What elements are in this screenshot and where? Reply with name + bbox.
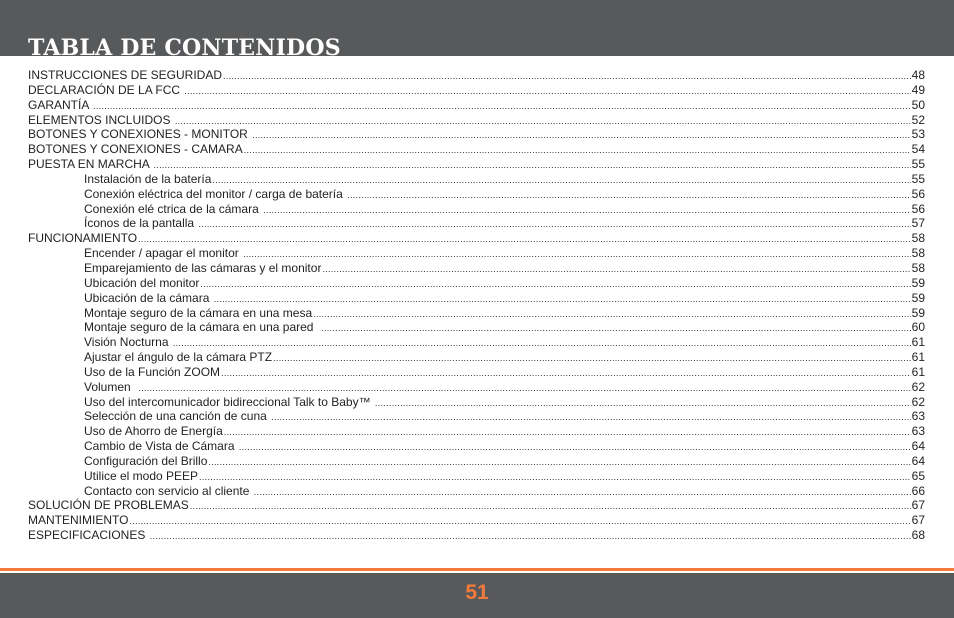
toc-subentry[interactable]: [28, 335, 925, 350]
toc-subentry[interactable]: [28, 320, 925, 335]
toc-entry-page: 53: [911, 127, 925, 142]
toc-entry-label: Íconos de la pantalla: [84, 216, 198, 231]
toc-entry-label: Uso de Ahorro de Energía: [84, 424, 223, 439]
toc-entry-label: Ubicación del monitor: [84, 275, 200, 290]
toc-entry-page: 59: [911, 290, 925, 305]
dot-leader: [93, 99, 911, 114]
toc-entry-page: 67: [911, 513, 925, 528]
toc-entry[interactable]: [28, 157, 925, 172]
dot-leader: [244, 143, 911, 158]
toc-entry-label: ELEMENTOS INCLUIDOS: [28, 112, 174, 127]
dot-leader: [223, 69, 911, 84]
toc-entry-label: Contacto con servicio al cliente: [84, 483, 253, 498]
toc-entry-page: 57: [911, 216, 925, 231]
dot-leader: [190, 499, 911, 514]
toc-entry[interactable]: [28, 513, 925, 528]
dot-leader: [150, 529, 911, 544]
toc-entry-page: 58: [911, 260, 925, 275]
dot-leader: [273, 351, 911, 366]
toc-entry-label: Instalación de la batería: [84, 171, 212, 186]
dot-leader: [239, 440, 911, 455]
toc-subentry[interactable]: [28, 454, 925, 469]
toc-entry-page: 61: [911, 364, 925, 379]
toc-entry-label: Cambio de Vista de Cámara: [84, 439, 238, 454]
toc-entry-page: 62: [911, 394, 925, 409]
dot-leader: [375, 396, 911, 411]
footer-accent-line: [0, 568, 954, 571]
dot-leader: [200, 277, 910, 292]
page-title: TABLA DE CONTENIDOS: [28, 35, 341, 61]
toc-entry-label: DECLARACIÓN DE LA FCC: [28, 82, 184, 97]
toc-subentry[interactable]: [28, 409, 925, 424]
toc-subentry[interactable]: [28, 484, 925, 499]
toc-subentry[interactable]: [28, 202, 925, 217]
toc-entry-label: Emparejamiento de las cámaras y el monitor: [84, 260, 322, 275]
toc-entry-label: ESPECIFICACIONES: [28, 528, 149, 543]
toc-entry-page: 50: [911, 97, 925, 112]
page-number: 51: [465, 581, 489, 604]
toc-entry-label: FUNCIONAMIENTO: [28, 231, 138, 246]
toc-entry-page: 61: [911, 335, 925, 350]
toc-entry-page: 68: [911, 528, 925, 543]
toc-entry-page: 56: [911, 186, 925, 201]
toc-entry-page: 64: [911, 439, 925, 454]
dot-leader: [184, 84, 910, 99]
toc-subentry[interactable]: [28, 424, 925, 439]
toc-subentry[interactable]: [28, 439, 925, 454]
toc-entry-label: Conexión eléctrica del monitor / carga de batería: [84, 186, 347, 201]
toc-entry-label: SOLUCIÓN DE PROBLEMAS: [28, 498, 189, 513]
toc-entry-label: MANTENIMIENTO: [28, 513, 129, 528]
toc-entry[interactable]: [28, 231, 925, 246]
toc-entry-label: GARANTÍA: [28, 97, 93, 112]
toc-entry[interactable]: [28, 83, 925, 98]
toc-subentry[interactable]: [28, 246, 925, 261]
toc-entry-page: 63: [911, 409, 925, 424]
toc-entry-label: Selección de una canción de cuna: [84, 409, 271, 424]
toc-subentry[interactable]: [28, 216, 925, 231]
dot-leader: [199, 470, 911, 485]
toc-entry-label: Ajustar el ángulo de la cámara PTZ: [84, 350, 273, 365]
dot-leader: [347, 188, 910, 203]
toc-entry[interactable]: [28, 498, 925, 513]
toc-entry-label: Visión Nocturna: [84, 335, 172, 350]
toc-subentry[interactable]: [28, 187, 925, 202]
toc-entry-page: 58: [911, 231, 925, 246]
toc-entry-page: 60: [911, 320, 925, 335]
dot-leader: [263, 203, 911, 218]
toc-entry-label: Encender / apagar el monitor: [84, 246, 243, 261]
toc-entry-label: Utilice el modo PEEP: [84, 468, 199, 483]
toc-entry-label: Conexión elé ctrica de la cámara: [84, 201, 263, 216]
toc-entry[interactable]: [28, 98, 925, 113]
toc-entry-page: 66: [911, 483, 925, 498]
toc-entry-page: 65: [911, 468, 925, 483]
toc-entry-label: PUESTA EN MARCHA: [28, 157, 153, 172]
toc-entry-label: Configuración del Brillo: [84, 453, 208, 468]
dot-leader: [321, 321, 910, 336]
toc-entry-page: 63: [911, 424, 925, 439]
toc-entry-label: Montaje seguro de la cámara en una mesa: [84, 305, 313, 320]
toc-subentry[interactable]: [28, 291, 925, 306]
dot-leader: [243, 247, 911, 262]
toc-entry-label: INSTRUCCIONES DE SEGURIDAD: [28, 68, 223, 82]
toc-entry-label: Uso de la Función ZOOM: [84, 364, 221, 379]
toc-subentry[interactable]: [28, 469, 925, 484]
dot-leader: [214, 292, 911, 307]
toc-entry-label: BOTONES Y CONEXIONES - CAMARA: [28, 142, 243, 157]
dot-leader: [254, 485, 911, 500]
dot-leader: [198, 217, 910, 232]
toc-entry-page: 64: [911, 453, 925, 468]
dot-leader: [313, 307, 911, 322]
toc-entry[interactable]: [28, 528, 925, 543]
toc-entry-label: Uso del intercomunicador bidireccional Talk to Baby™: [84, 394, 374, 409]
toc-entry[interactable]: [28, 142, 925, 157]
toc-entry-label: Ubicación de la cámara: [84, 290, 213, 305]
toc-entry-page: 59: [911, 305, 925, 320]
toc-subentry[interactable]: [28, 306, 925, 321]
toc-entry[interactable]: [28, 127, 925, 142]
dot-leader: [138, 381, 910, 396]
toc-entry[interactable]: [28, 68, 925, 83]
toc-entry-page: 48: [911, 68, 925, 82]
toc-entry[interactable]: [28, 113, 925, 128]
toc-entry-page: 61: [911, 350, 925, 365]
dot-leader: [175, 114, 911, 129]
toc-entry-page: 67: [911, 498, 925, 513]
toc-subentry[interactable]: [28, 365, 925, 380]
toc-subentry[interactable]: [28, 172, 925, 187]
toc-subentry[interactable]: [28, 350, 925, 365]
toc-entry-page: 58: [911, 246, 925, 261]
dot-leader: [138, 232, 911, 247]
dot-leader: [153, 158, 910, 173]
dot-leader: [173, 336, 911, 351]
toc-entry-page: 52: [911, 112, 925, 127]
dot-leader: [322, 262, 910, 277]
toc-entry-label: Montaje seguro de la cámara en una pared: [84, 320, 321, 335]
toc-subentry[interactable]: [28, 276, 925, 291]
toc-entry-label: Volumen: [84, 379, 138, 394]
toc-subentry[interactable]: [28, 395, 925, 410]
table-of-contents: [28, 68, 925, 543]
dot-leader: [129, 514, 910, 529]
dot-leader: [212, 173, 910, 188]
toc-entry-page: 62: [911, 379, 925, 394]
dot-leader: [252, 128, 910, 143]
toc-entry-page: 49: [911, 82, 925, 97]
toc-subentry[interactable]: [28, 380, 925, 395]
toc-entry-page: 59: [911, 275, 925, 290]
toc-entry-page: 55: [911, 157, 925, 172]
toc-entry-label: BOTONES Y CONEXIONES - MONITOR: [28, 127, 252, 142]
toc-entry-page: 54: [911, 142, 925, 157]
toc-entry-page: 55: [911, 171, 925, 186]
toc-subentry[interactable]: [28, 261, 925, 276]
dot-leader: [221, 366, 911, 381]
dot-leader: [208, 455, 910, 470]
dot-leader: [224, 425, 911, 440]
toc-entry-page: 56: [911, 201, 925, 216]
dot-leader: [271, 410, 911, 425]
